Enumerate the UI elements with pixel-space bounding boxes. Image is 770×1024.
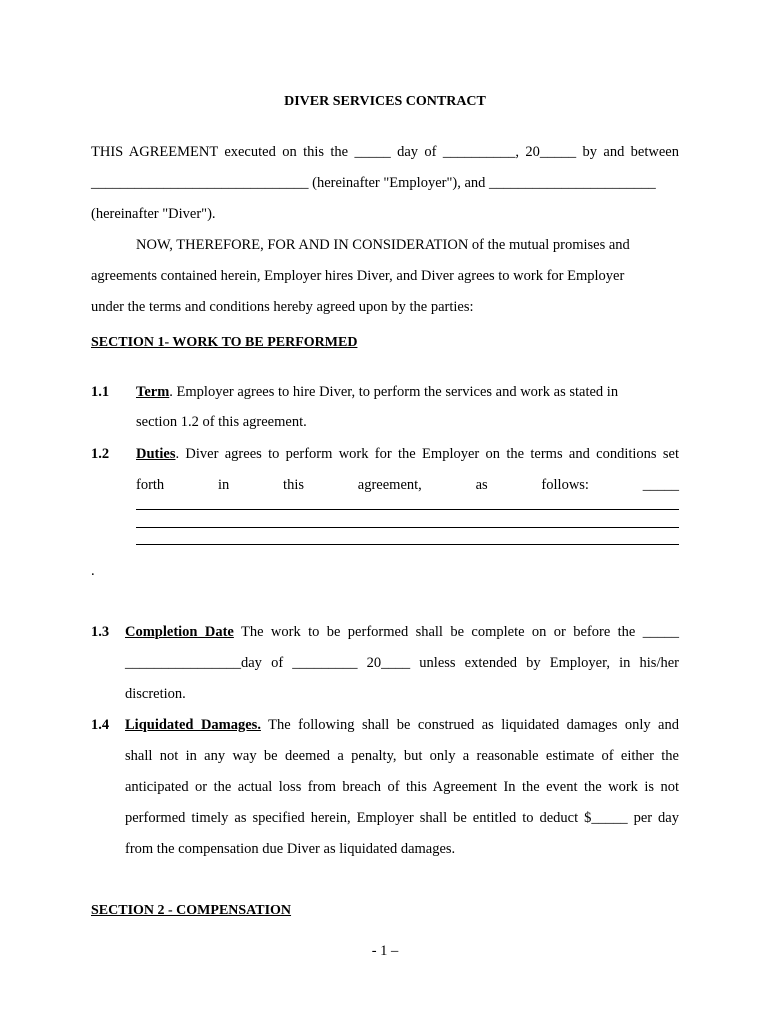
liquidated-damages-text: The following shall be construed as liquidated damages only and — [260, 717, 679, 733]
duties-text: . Diver agrees to perform work for the Employer on the terms and conditions set — [175, 446, 679, 462]
section-2-heading: SECTION 2 - COMPENSATION — [91, 903, 292, 918]
item-1-2-line-1 — [136, 446, 679, 463]
completion-date-text: The work to be performed shall be complete on or before the _____ — [233, 624, 679, 640]
intro-line-3: (hereinafter "Diver"). — [91, 206, 216, 222]
consideration-line-1: NOW, THEREFORE, FOR AND IN CONSIDERATION of the mutual promises and — [136, 237, 630, 253]
duties-blank-line-3 — [136, 544, 679, 545]
duties-label: Duties — [136, 446, 176, 462]
duties-blank-line-1 — [136, 509, 679, 510]
term-label: Term — [136, 384, 170, 400]
item-1-1-number: 1.1 — [91, 384, 110, 400]
item-1-4-line-5: from the compensation due Diver as liquidated damages. — [125, 841, 456, 857]
intro-line-1: THIS AGREEMENT executed on this the _____ day of __________, 20_____ by and between — [91, 144, 679, 160]
item-1-4-line-4: performed timely as specified herein, Employer shall be entitled to deduct $_____ per day — [125, 810, 679, 826]
item-1-1-line-1 — [136, 384, 679, 401]
liquidated-damages-label: Liquidated Damages. — [125, 717, 261, 733]
completion-date-label: Completion Date — [125, 624, 234, 640]
item-1-3-line-1 — [125, 624, 679, 641]
item-1-2-number: 1.2 — [91, 446, 110, 462]
item-1-2-line-2: forth in this agreement, as follows: _____ — [136, 477, 679, 493]
item-1-3-line-3: discretion. — [125, 686, 186, 702]
duties-trailing-period: . — [91, 563, 95, 579]
intro-line-2: ______________________________ (hereinafter "Employer"), and _______________________ — [91, 175, 656, 191]
item-1-4-line-1 — [125, 717, 679, 734]
item-1-3-number: 1.3 — [91, 624, 110, 640]
item-1-3-line-2: ________________day of _________ 20____ unless extended by Employer, in his/her — [125, 655, 679, 671]
item-1-4-number: 1.4 — [91, 717, 110, 733]
term-text: . Employer agrees to hire Diver, to perform the services and work as stated in — [169, 384, 619, 400]
consideration-line-2: agreements contained herein, Employer hires Diver, and Diver agrees to work for Employer — [91, 268, 625, 284]
document-title: DIVER SERVICES CONTRACT — [284, 94, 486, 109]
item-1-4-line-2: shall not in any way be deemed a penalty, but only a reasonable estimate of either the — [125, 748, 679, 764]
consideration-line-3: under the terms and conditions hereby agreed upon by the parties: — [91, 299, 474, 315]
item-1-4-line-3: anticipated or the actual loss from breach of this Agreement In the event the work is not — [125, 779, 679, 795]
item-1-1-line-2: section 1.2 of this agreement. — [136, 414, 307, 430]
page-number: - 1 – — [371, 943, 399, 959]
duties-blank-line-2 — [136, 527, 679, 528]
section-1-heading: SECTION 1- WORK TO BE PERFORMED — [91, 335, 358, 350]
